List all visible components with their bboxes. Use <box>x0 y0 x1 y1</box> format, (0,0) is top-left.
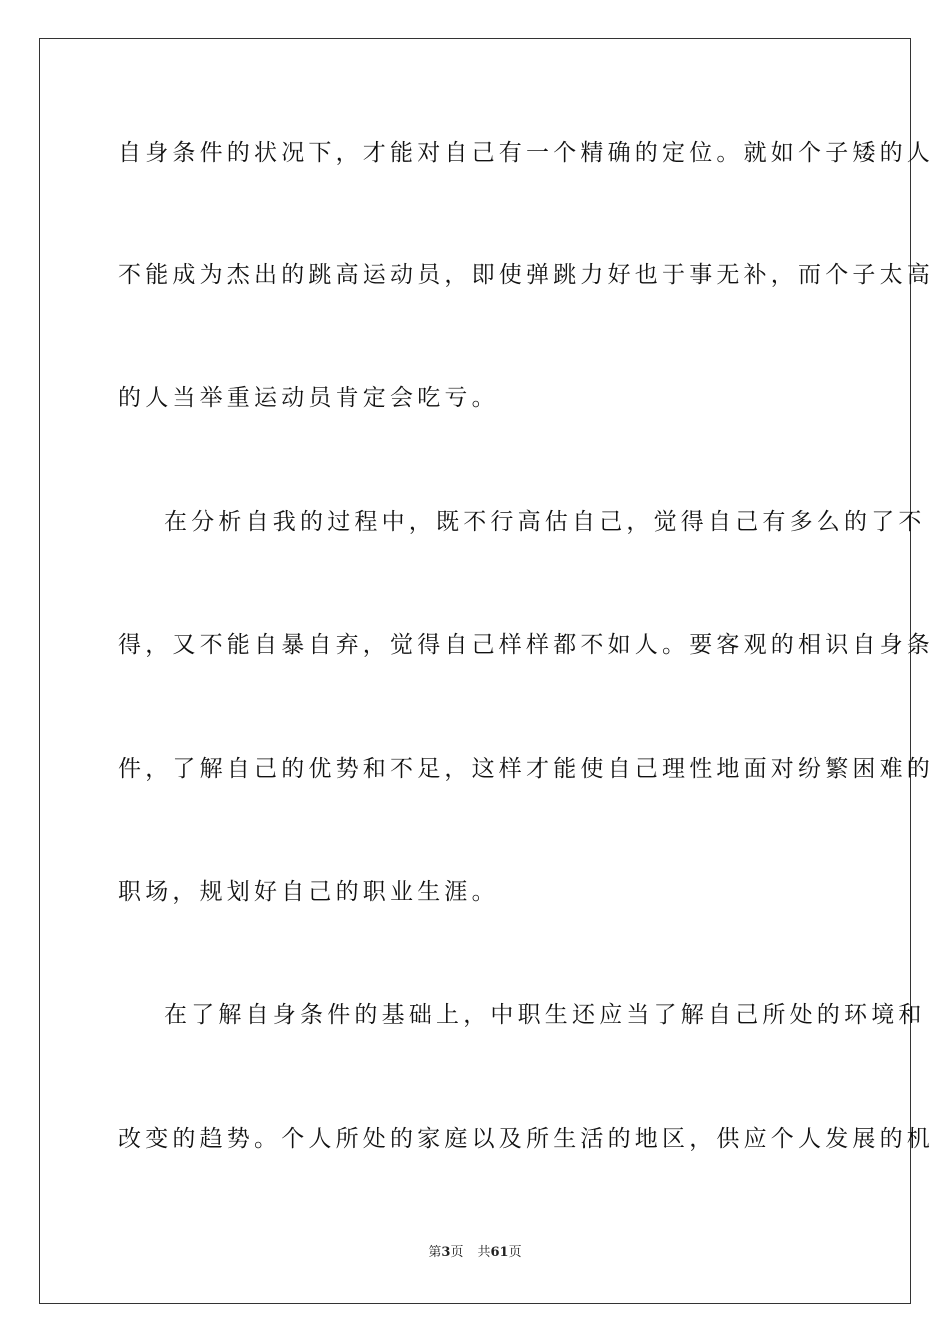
text-line: 自身条件的状况下，才能对自己有一个精确的定位。就如个子矮的人 <box>118 140 934 166</box>
text-line: 改变的趋势。个人所处的家庭以及所生活的地区，供应个人发展的机 <box>118 1126 934 1152</box>
paragraph-start-line: 在分析自我的过程中，既不行高估自己，觉得自己有多么的了不 <box>164 509 926 535</box>
text-line: 不能成为杰出的跳高运动员，即使弹跳力好也于事无补，而个子太高 <box>118 262 934 288</box>
total-prefix: 共 <box>477 1245 491 1260</box>
page-prefix: 第 <box>428 1245 442 1260</box>
text-line: 件，了解自己的优势和不足，这样才能使自己理性地面对纷繁困难的 <box>118 756 934 782</box>
text-line: 得，又不能自暴自弃，觉得自己样样都不如人。要客观的相识自身条 <box>118 632 934 658</box>
text-line: 职场，规划好自己的职业生涯。 <box>118 879 499 905</box>
total-pages: 61 <box>490 1245 509 1260</box>
page-footer <box>0 1244 950 1262</box>
page-border <box>39 38 934 1304</box>
page-number: 3 <box>441 1245 451 1260</box>
paragraph-start-line: 在了解自身条件的基础上，中职生还应当了解自己所处的环境和 <box>164 1002 926 1028</box>
page-suffix: 页 <box>450 1245 464 1260</box>
text-line: 的人当举重运动员肯定会吃亏。 <box>118 385 499 411</box>
total-suffix: 页 <box>508 1245 522 1260</box>
